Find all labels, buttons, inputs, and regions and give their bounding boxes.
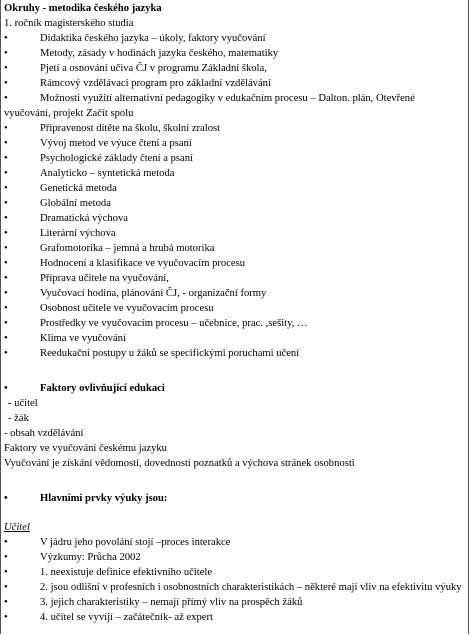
list-item: • 2. jsou odlišní v profesních i osobnostních charakteristikách – některé mají vliv na efektivitu výuky [4, 582, 462, 593]
list-item: - obsah vzdělávání [4, 428, 84, 439]
bullet: • [4, 552, 8, 563]
bullet: • [4, 48, 8, 59]
bullet: • [4, 63, 8, 74]
bullet: • [4, 383, 8, 394]
bullet: • [4, 303, 8, 314]
bullet: • [4, 318, 8, 329]
bullet: • [4, 243, 8, 254]
list-item: • Didaktika českého jazyka – úkoly, faktory vyučování [4, 33, 266, 44]
list-item: • Možnosti využití alternativní pedagogiky v edukačním procesu – Dalton. plán, Otevřené vyučování, projekt Začít spolu [4, 93, 415, 119]
section3-heading: • Hlavními prvky výuky jsou: [4, 493, 168, 504]
bullet: • [4, 183, 8, 194]
list-item: • Genetická metoda [4, 183, 117, 194]
section3-list [4, 535, 464, 625]
bullet: • [4, 597, 8, 608]
document-title: Okruhy - metodika českého jazyka [4, 3, 162, 14]
list-item: • Analyticko – syntetická metoda [4, 168, 175, 179]
list-item: • V jádru jeho povolání stojí –proces interakce [4, 537, 231, 548]
list-item: • Psychologické základy čtení a psaní [4, 153, 193, 164]
list-item: • Reedukační postupy u žáků se specifickými poruchami učení [4, 348, 300, 359]
bullet: • [4, 493, 8, 504]
bullet: • [4, 78, 8, 89]
spacer [4, 506, 464, 520]
bullet: • [4, 333, 8, 344]
section3-subheading: Učitel [4, 522, 30, 533]
list-item: • Rámcový vzdělávací program pro základní vzdělávání [4, 78, 271, 89]
list-item: • Příprava učitele na vyučování, [4, 273, 169, 284]
list-item: • Osobnost učitele ve vyučovacím procesu [4, 303, 214, 314]
list-item: • Připravenost dítěte na školu, školní zralost [4, 123, 221, 134]
bullet: • [4, 228, 8, 239]
section1-heading: 1. ročník magisterského studia [4, 18, 134, 29]
bullet: • [4, 123, 8, 134]
list-item: • Metody, zásady v hodinách jazyka českého, matematiky [4, 48, 279, 59]
bullet: • [4, 198, 8, 209]
list-item: • Prostředky ve vyučovacím procesu – učebnice, prac. ,sešity, … [4, 318, 308, 329]
bullet: • [4, 348, 8, 359]
list-item: - učitel [8, 398, 38, 409]
section1-list [4, 31, 464, 361]
bullet: • [4, 93, 8, 104]
list-item: • Vývoj metod ve výuce čtení a psaní [4, 138, 192, 149]
list-item: • 3. jejich charakteristiky – nemají přímý vliv na prospěch žáků [4, 597, 303, 608]
list-item: • Výzkumy: Průcha 2002 [4, 552, 141, 563]
list-item: • Vyučovací hodina, plánování ČJ, - organizační formy [4, 288, 267, 299]
bullet: • [4, 273, 8, 284]
list-item: • Hodnocení a klasifikace ve vyučovacím procesu [4, 258, 246, 269]
list-item: - žák [8, 413, 29, 424]
section2-heading: • Faktory ovlivňující edukaci [4, 383, 165, 394]
list-item: • Literární výchova [4, 228, 116, 239]
list-item: • 4. učitel se vyvíjí – začátečník- až expert [4, 612, 213, 623]
paragraph: Vyučování je získání vědomostí, dovedností poznatků a výchova stránek osobnosti [4, 458, 355, 469]
list-item: • Grafomotorika – jemná a hrubá motorika [4, 243, 215, 254]
bullet: • [4, 33, 8, 44]
bullet: • [4, 537, 8, 548]
spacer [4, 471, 464, 491]
list-item: • 1. neexistuje definice efektivního učitele [4, 567, 213, 578]
paragraph: Faktory ve vyučování českému jazyku [4, 443, 167, 454]
list-item: • Pjetí a osnování učiva ČJ v programu Základní škola, [4, 63, 267, 74]
bullet: • [4, 213, 8, 224]
bullet: • [4, 582, 8, 593]
bullet: • [4, 168, 8, 179]
bullet: • [4, 153, 8, 164]
bullet: • [4, 138, 8, 149]
spacer [4, 361, 464, 381]
list-item: • Dramatická výchova [4, 213, 128, 224]
list-item: • Globální metoda [4, 198, 111, 209]
bullet: • [4, 567, 8, 578]
bullet: • [4, 612, 8, 623]
bullet: • [4, 288, 8, 299]
list-item: • Klima ve vyučování [4, 333, 126, 344]
bullet: • [4, 258, 8, 269]
